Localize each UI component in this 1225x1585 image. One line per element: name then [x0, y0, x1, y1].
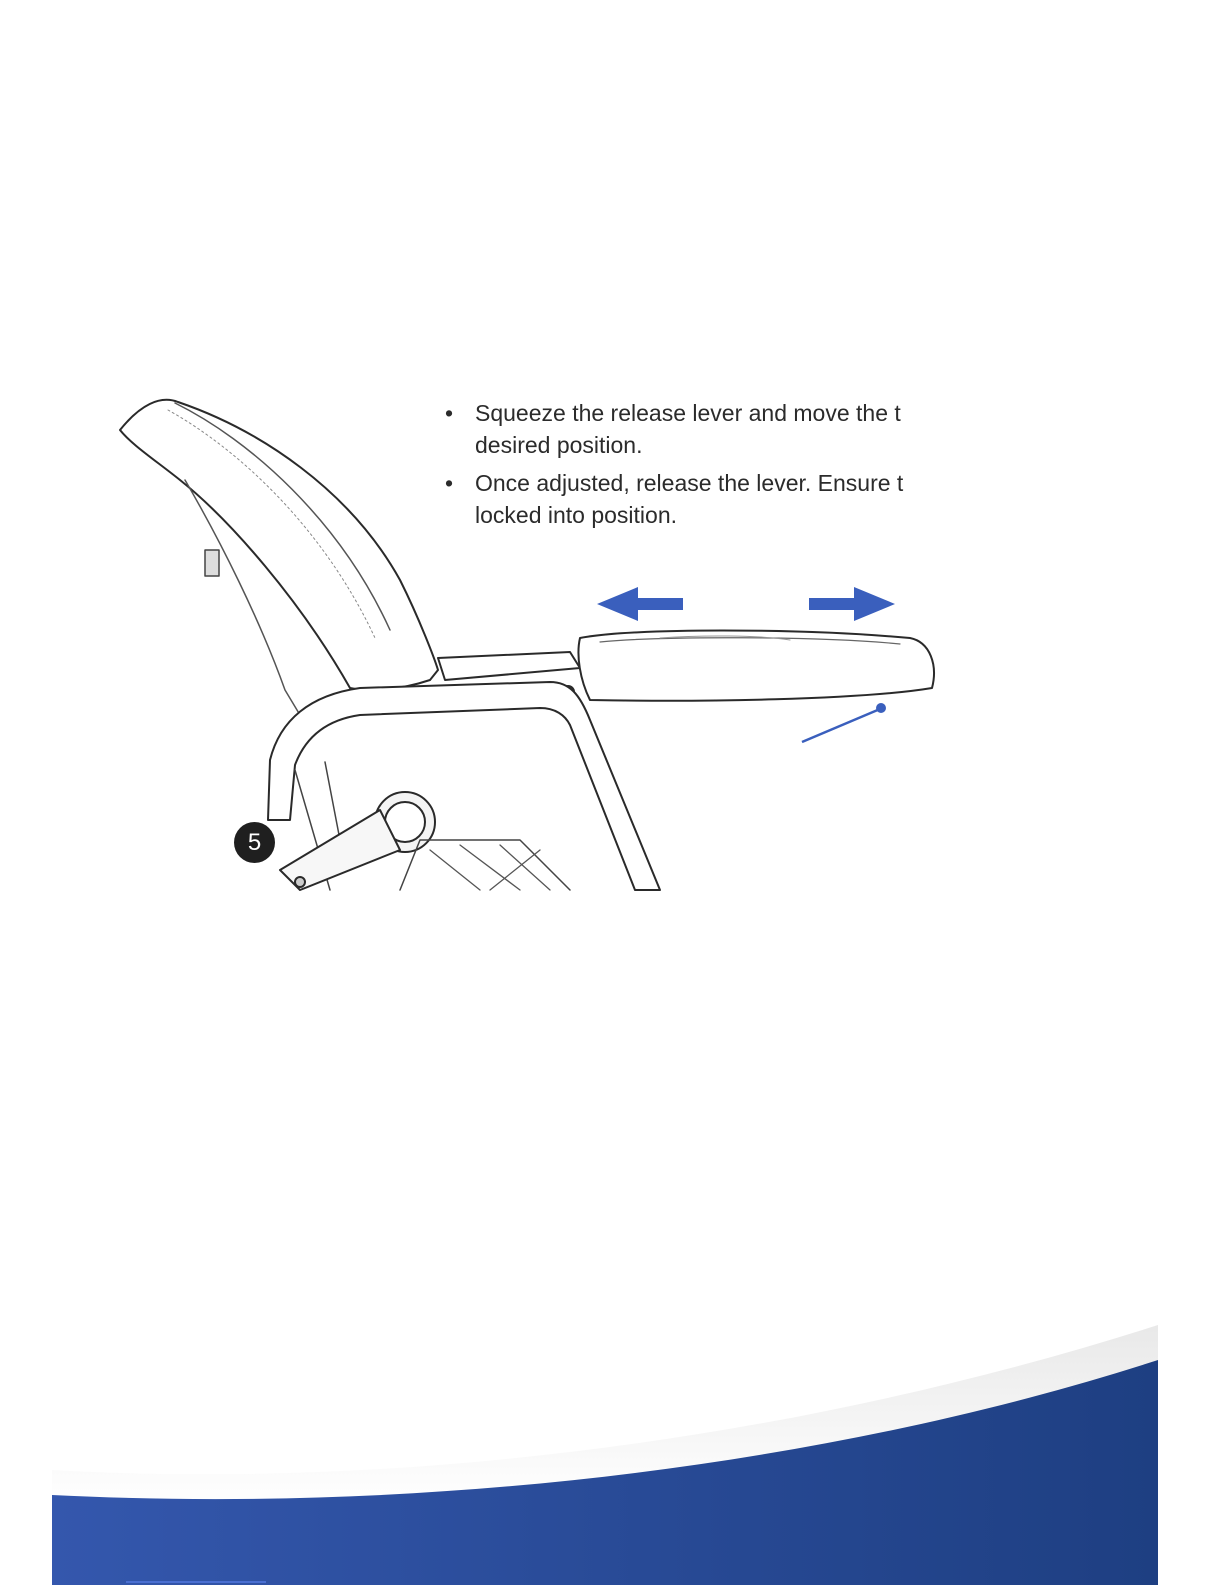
arrow-left-icon: [597, 587, 683, 621]
bullet: •: [445, 400, 454, 426]
instruction-item: [442, 397, 937, 461]
instruction-list: [442, 397, 937, 537]
instruction-line: Once adjusted, release the lever. Ensure t: [475, 470, 904, 496]
footer-wave-decoration: [0, 1300, 1225, 1585]
tray-arm: [438, 652, 580, 680]
callout-pointer-icon: [802, 709, 880, 742]
footer-link-rule: [126, 1581, 266, 1583]
instruction-item: [442, 467, 937, 531]
instruction-line: Squeeze the release lever and move the t: [475, 400, 901, 426]
arrow-right-icon: [809, 587, 895, 621]
instruction-line: locked into position.: [475, 502, 678, 528]
seat-back: [120, 400, 438, 690]
bullet: •: [445, 470, 454, 496]
instruction-line: desired position.: [475, 432, 643, 458]
step-number-badge: 5: [234, 822, 275, 863]
tray: [578, 631, 933, 701]
